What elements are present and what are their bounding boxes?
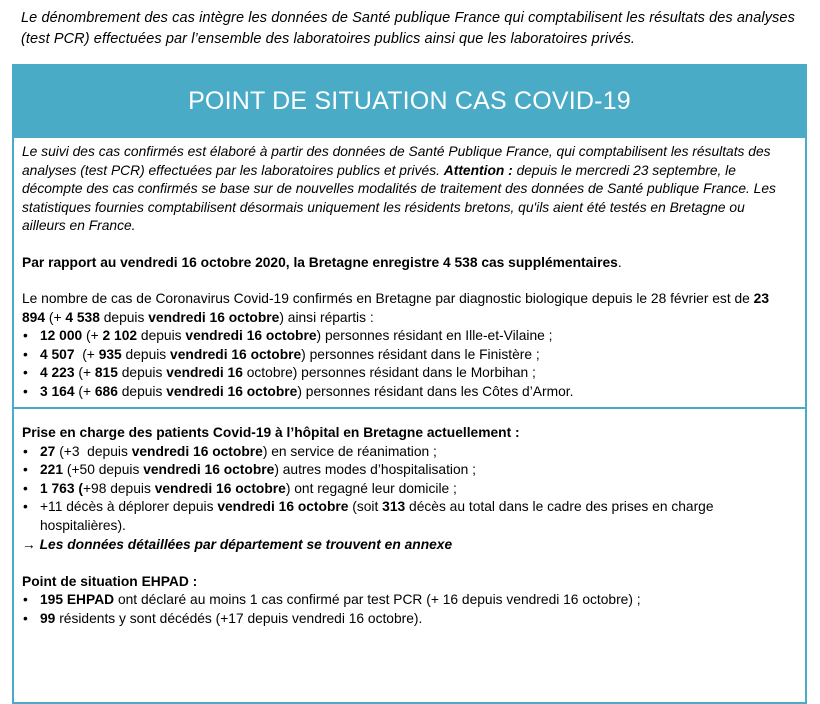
list-item: • 12 000 (+ 2 102 depuis vendredi 16 octobre) personnes résidant en Ille-et-Vilaine ;: [22, 327, 792, 346]
list-item: • +11 décès à déplorer depuis vendredi 16 octobre (soit 313 décès au total dans le cadre des prises en charge hospitalières).: [22, 498, 792, 535]
annex-note: → Les données détaillées par département se trouvent en annexe: [22, 537, 453, 552]
ehpad-title: Point de situation EHPAD :: [22, 573, 198, 589]
attention-label: Attention :: [443, 162, 513, 178]
list-item: • 99 résidents y sont décédés (+17 depuis vendredi 16 octobre).: [22, 610, 792, 629]
hospital-list: [22, 443, 792, 536]
cases-section: [22, 143, 792, 401]
intro-note: Le dénombrement des cas intègre les données de Santé publique France qui comptabilisent les résultats des analyses (test PCR) effectuées par l’ensemble des laboratoires publics ainsi que les laboratoires privés.: [21, 10, 795, 47]
department-list: [22, 327, 792, 401]
cases-total: Le nombre de cas de Coronavirus Covid-19 confirmés en Bretagne par diagnostic biologique depuis le 28 février est de 23 894 (+ 4 538 depuis vendredi 16 octobre) ainsi répartis :: [22, 291, 770, 325]
cases-headline: Par rapport au vendredi 16 octobre 2020, la Bretagne enregistre 4 538 cas supplémentaires.: [22, 254, 622, 270]
list-item: • 1 763 (+98 depuis vendredi 16 octobre) ont regagné leur domicile ;: [22, 480, 792, 499]
section-divider: [12, 407, 807, 409]
hospital-section: [22, 424, 792, 628]
banner-title: POINT DE SITUATION CAS COVID-19: [12, 64, 807, 138]
list-item: • 27 (+3 depuis vendredi 16 octobre) en service de réanimation ;: [22, 443, 792, 462]
hospital-title: Prise en charge des patients Covid-19 à l’hôpital en Bretagne actuellement :: [22, 425, 520, 440]
list-item: • 4 223 (+ 815 depuis vendredi 16 octobre) personnes résidant dans le Morbihan ;: [22, 364, 792, 383]
list-item: • 4 507 (+ 935 depuis vendredi 16 octobre) personnes résidant dans le Finistère ;: [22, 346, 792, 365]
list-item: • 221 (+50 depuis vendredi 16 octobre) autres modes d’hospitalisation ;: [22, 461, 792, 480]
list-item: • 195 EHPAD ont déclaré au moins 1 cas confirmé par test PCR (+ 16 depuis vendredi 16 octobre) ;: [22, 591, 792, 610]
method-paragraph: Le suivi des cas confirmés est élaboré à partir des données de Santé Publique France, qui comptabilisent les résultats des analyses (test PCR) effectuées par les laboratoires publics et privés. Attention : depuis le mercredi 23 septembre, le décompte des cas confirmés se base sur de nouvelles modalités de traitement des données de Santé publique France. Les statistiques fournies comptabilisent désormais uniquement les résidents bretons, qu'ils aient été testés en Bretagne ou ailleurs en France.: [22, 144, 776, 233]
ehpad-list: [22, 591, 792, 628]
list-item: • 3 164 (+ 686 depuis vendredi 16 octobre) personnes résidant dans les Côtes d’Armor.: [22, 383, 792, 402]
